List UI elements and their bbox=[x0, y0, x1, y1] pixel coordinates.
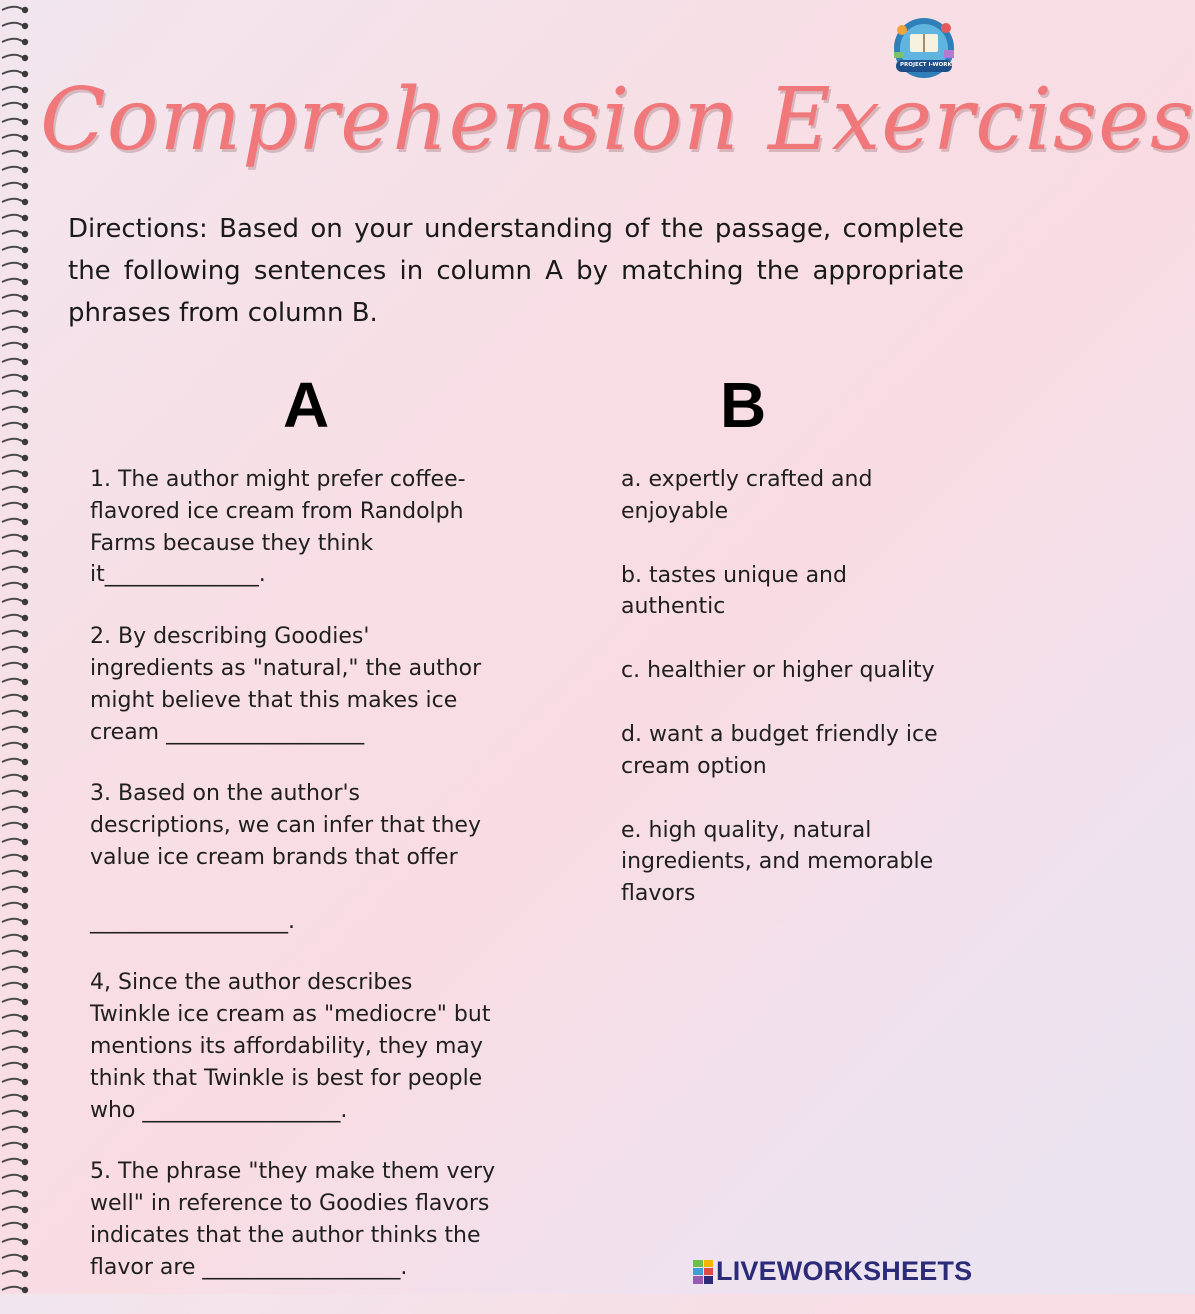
column-a-list bbox=[90, 464, 510, 1314]
spiral-coil bbox=[2, 215, 22, 218]
spiral-coil bbox=[2, 295, 22, 298]
spiral-hole bbox=[22, 551, 28, 557]
spiral-hole bbox=[22, 119, 28, 125]
spiral-coil bbox=[2, 583, 22, 586]
spiral-hole bbox=[22, 439, 28, 445]
spiral-coil bbox=[2, 1271, 22, 1274]
spiral-coil bbox=[2, 343, 22, 346]
spiral-hole bbox=[22, 807, 28, 813]
spiral-hole bbox=[22, 7, 28, 13]
spiral-coil bbox=[2, 791, 22, 794]
spiral-coil bbox=[2, 327, 22, 330]
spiral-hole bbox=[22, 855, 28, 861]
spiral-hole bbox=[22, 375, 28, 381]
spiral-coil bbox=[2, 823, 22, 826]
spiral-hole bbox=[22, 695, 28, 701]
spiral-hole bbox=[22, 663, 28, 669]
spiral-coil bbox=[2, 407, 22, 410]
spiral-coil bbox=[2, 1095, 22, 1098]
spiral-hole bbox=[22, 1079, 28, 1085]
spiral-hole bbox=[22, 679, 28, 685]
spiral-hole bbox=[22, 1239, 28, 1245]
spiral-hole bbox=[22, 1271, 28, 1277]
spiral-hole bbox=[22, 567, 28, 573]
spiral-hole bbox=[22, 1287, 28, 1293]
spiral-hole bbox=[22, 711, 28, 717]
spiral-coil bbox=[2, 119, 22, 122]
spiral-coil bbox=[2, 471, 22, 474]
spiral-hole bbox=[22, 1095, 28, 1101]
spiral-hole bbox=[22, 407, 28, 413]
spiral-hole bbox=[22, 23, 28, 29]
spiral-coil bbox=[2, 567, 22, 570]
question-item-5: 5. The phrase "they make them very well" in reference to Goodies flavors indicates that the author thinks the flavor are __________________. bbox=[90, 1159, 496, 1280]
liveworksheets-logo[interactable] bbox=[693, 1256, 972, 1287]
answer-option-d: d. want a budget friendly ice cream option bbox=[621, 721, 938, 779]
spiral-coil bbox=[2, 55, 22, 58]
spiral-hole bbox=[22, 295, 28, 301]
spiral-hole bbox=[22, 743, 28, 749]
spiral-coil bbox=[2, 263, 22, 266]
spiral-hole bbox=[22, 1223, 28, 1229]
liveworksheets-icon bbox=[693, 1260, 713, 1284]
spiral-coil bbox=[2, 983, 22, 986]
spiral-coil bbox=[2, 103, 22, 106]
spiral-hole bbox=[22, 1207, 28, 1213]
spiral-coil bbox=[2, 759, 22, 762]
spiral-hole bbox=[22, 535, 28, 541]
spiral-hole bbox=[22, 215, 28, 221]
spiral-coil bbox=[2, 631, 22, 634]
spiral-hole bbox=[22, 327, 28, 333]
spiral-coil bbox=[2, 423, 22, 426]
spiral-coil bbox=[2, 1063, 22, 1066]
spiral-hole bbox=[22, 199, 28, 205]
spiral-hole bbox=[22, 231, 28, 237]
spiral-hole bbox=[22, 391, 28, 397]
spiral-coil bbox=[2, 599, 22, 602]
question-item-3: 3. Based on the author's descriptions, we can infer that they value ice cream brands that offer __________________. bbox=[90, 781, 481, 934]
spiral-coil bbox=[2, 775, 22, 778]
spiral-coil bbox=[2, 183, 22, 186]
spiral-coil bbox=[2, 455, 22, 458]
question-item-2: 2. By describing Goodies' ingredients as "natural," the author might believe that this makes ice cream __________________ bbox=[90, 624, 482, 745]
spiral-coil bbox=[2, 711, 22, 714]
spiral-coil bbox=[2, 311, 22, 314]
spiral-coil bbox=[2, 1143, 22, 1146]
spiral-hole bbox=[22, 919, 28, 925]
spiral-coil bbox=[2, 887, 22, 890]
spiral-hole bbox=[22, 951, 28, 957]
spiral-hole bbox=[22, 631, 28, 637]
spiral-coil bbox=[2, 1223, 22, 1226]
spiral-coil bbox=[2, 807, 22, 810]
spiral-hole bbox=[22, 1255, 28, 1261]
spiral-hole bbox=[22, 1063, 28, 1069]
spiral-hole bbox=[22, 935, 28, 941]
spiral-coil bbox=[2, 375, 22, 378]
spiral-coil bbox=[2, 71, 22, 74]
spiral-hole bbox=[22, 151, 28, 157]
spiral-hole bbox=[22, 135, 28, 141]
spiral-hole bbox=[22, 1175, 28, 1181]
spiral-coil bbox=[2, 247, 22, 250]
spiral-coil bbox=[2, 1175, 22, 1178]
spiral-hole bbox=[22, 759, 28, 765]
spiral-coil bbox=[2, 391, 22, 394]
spiral-coil bbox=[2, 1111, 22, 1114]
spiral-hole bbox=[22, 983, 28, 989]
spiral-hole bbox=[22, 487, 28, 493]
spiral-hole bbox=[22, 967, 28, 973]
spiral-hole bbox=[22, 599, 28, 605]
spiral-hole bbox=[22, 1191, 28, 1197]
spiral-coil bbox=[2, 1287, 22, 1290]
directions-text: Directions: Based on your understanding of the passage, complete the following sentences in column A by matching the appropriate phrases from column B. bbox=[68, 214, 964, 328]
spiral-coil bbox=[2, 1191, 22, 1194]
spiral-coil bbox=[2, 1031, 22, 1034]
spiral-coil bbox=[2, 1047, 22, 1050]
column-a-heading: A bbox=[283, 369, 330, 441]
spiral-hole bbox=[22, 183, 28, 189]
spiral-hole bbox=[22, 1031, 28, 1037]
spiral-hole bbox=[22, 727, 28, 733]
spiral-coil bbox=[2, 679, 22, 682]
spiral-hole bbox=[22, 1015, 28, 1021]
spiral-coil bbox=[2, 967, 22, 970]
spiral-coil bbox=[2, 199, 22, 202]
spiral-coil bbox=[2, 1255, 22, 1258]
spiral-hole bbox=[22, 423, 28, 429]
spiral-coil bbox=[2, 903, 22, 906]
spiral-coil bbox=[2, 839, 22, 842]
spiral-coil bbox=[2, 23, 22, 26]
spiral-coil bbox=[2, 1207, 22, 1210]
spiral-hole bbox=[22, 311, 28, 317]
spiral-hole bbox=[22, 87, 28, 93]
spiral-coil bbox=[2, 663, 22, 666]
spiral-coil bbox=[2, 647, 22, 650]
spiral-coil bbox=[2, 551, 22, 554]
spiral-hole bbox=[22, 71, 28, 77]
spiral-hole bbox=[22, 887, 28, 893]
spiral-hole bbox=[22, 503, 28, 509]
question-item-1: 1. The author might prefer coffee- flavored ice cream from Randolph Farms because they think it______________. bbox=[90, 467, 466, 588]
spiral-hole bbox=[22, 615, 28, 621]
spiral-hole bbox=[22, 471, 28, 477]
spiral-hole bbox=[22, 791, 28, 797]
spiral-hole bbox=[22, 903, 28, 909]
spiral-coil bbox=[2, 167, 22, 170]
spiral-hole bbox=[22, 103, 28, 109]
spiral-hole bbox=[22, 1111, 28, 1117]
liveworksheets-brand: LIVEWORKSHEETS bbox=[716, 1256, 973, 1286]
spiral-hole bbox=[22, 39, 28, 45]
question-item-4: 4, Since the author describes Twinkle ice cream as "mediocre" but mentions its affordability, they may think that Twinkle is best for people who __________________. bbox=[90, 970, 491, 1123]
column-b-heading: B bbox=[720, 369, 767, 441]
spiral-coil bbox=[2, 951, 22, 954]
answer-option-b: b. tastes unique and authentic bbox=[621, 562, 847, 620]
spiral-coil bbox=[2, 1159, 22, 1162]
spiral-hole bbox=[22, 999, 28, 1005]
spiral-binding-icon bbox=[0, 0, 34, 1294]
spiral-coil bbox=[2, 535, 22, 538]
page-title: Comprehension Exercises bbox=[40, 70, 1195, 170]
spiral-coil bbox=[2, 439, 22, 442]
answer-option-a: a. expertly crafted and enjoyable bbox=[621, 467, 873, 524]
spiral-coil bbox=[2, 743, 22, 746]
spiral-coil bbox=[2, 1079, 22, 1082]
spiral-coil bbox=[2, 1015, 22, 1018]
spiral-coil bbox=[2, 519, 22, 522]
spiral-coil bbox=[2, 359, 22, 362]
spiral-hole bbox=[22, 1047, 28, 1053]
spiral-hole bbox=[22, 823, 28, 829]
spiral-hole bbox=[22, 279, 28, 285]
spiral-coil bbox=[2, 39, 22, 42]
logo-text: PROJECT I-WORK bbox=[900, 62, 952, 68]
spiral-hole bbox=[22, 583, 28, 589]
spiral-hole bbox=[22, 455, 28, 461]
spiral-hole bbox=[22, 359, 28, 365]
spiral-coil bbox=[2, 919, 22, 922]
spiral-coil bbox=[2, 279, 22, 282]
spiral-hole bbox=[22, 1159, 28, 1165]
spiral-coil bbox=[2, 7, 22, 10]
spiral-coil bbox=[2, 151, 22, 154]
spiral-hole bbox=[22, 1127, 28, 1133]
spiral-coil bbox=[2, 87, 22, 90]
spiral-hole bbox=[22, 247, 28, 253]
column-b-list bbox=[621, 464, 961, 942]
spiral-coil bbox=[2, 135, 22, 138]
spiral-coil bbox=[2, 503, 22, 506]
spiral-coil bbox=[2, 695, 22, 698]
spiral-hole bbox=[22, 871, 28, 877]
spiral-hole bbox=[22, 839, 28, 845]
spiral-coil bbox=[2, 935, 22, 938]
answer-option-c: c. healthier or higher quality bbox=[621, 658, 935, 684]
spiral-coil bbox=[2, 487, 22, 490]
spiral-coil bbox=[2, 727, 22, 730]
spiral-coil bbox=[2, 231, 22, 234]
spiral-hole bbox=[22, 775, 28, 781]
spiral-hole bbox=[22, 167, 28, 173]
spiral-coil bbox=[2, 999, 22, 1002]
spiral-coil bbox=[2, 615, 22, 618]
answer-option-e: e. high quality, natural ingredients, and memorable flavors bbox=[621, 817, 934, 907]
spiral-hole bbox=[22, 519, 28, 525]
spiral-coil bbox=[2, 871, 22, 874]
spiral-coil bbox=[2, 1239, 22, 1242]
spiral-hole bbox=[22, 1143, 28, 1149]
spiral-hole bbox=[22, 55, 28, 61]
spiral-hole bbox=[22, 647, 28, 653]
spiral-hole bbox=[22, 263, 28, 269]
spiral-coil bbox=[2, 1127, 22, 1130]
spiral-hole bbox=[22, 343, 28, 349]
spiral-coil bbox=[2, 855, 22, 858]
